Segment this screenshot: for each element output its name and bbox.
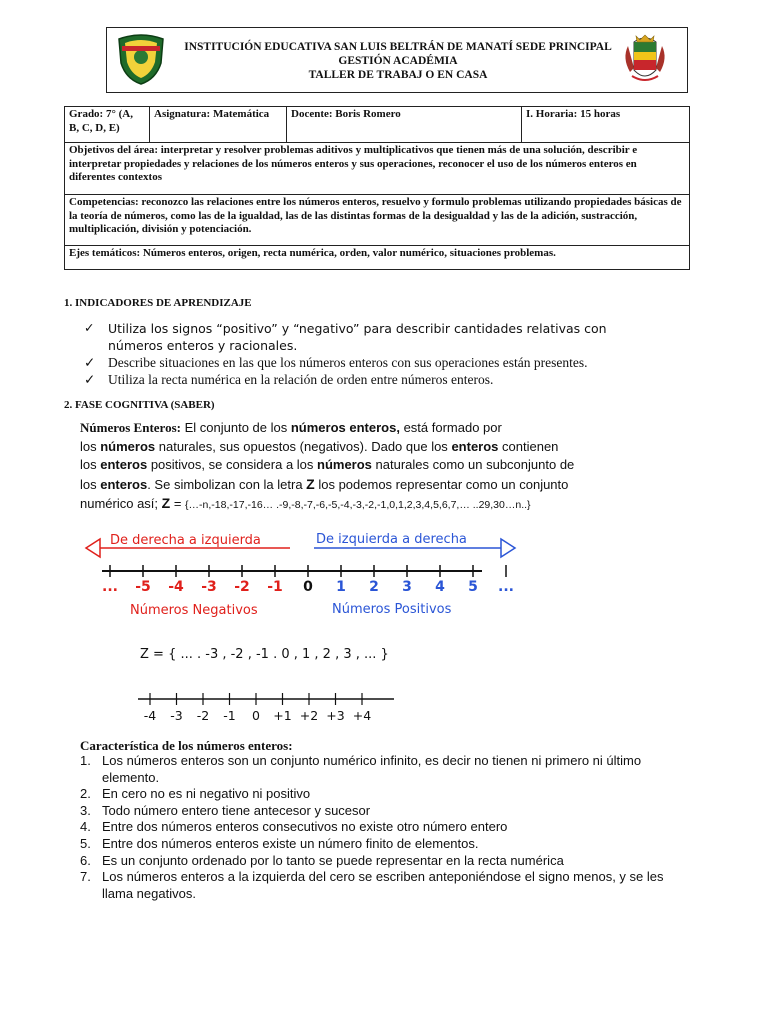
objectives-cell: Objetivos del área: interpretar y resolver problemas aditivos y multiplicativos que tienen más de una solución, describir e interpretar propiedades y relaciones de los números enteros y sus operaciones, reconocer el uso de los números enteros en diferentes contextos (65, 143, 690, 195)
integers-intro: Números Enteros: El conjunto de los números enteros, está formado por los números naturales, sus opuestos (negativos). Dado que los enteros contienen los enteros positivos, se considera a los números naturales como un subconjunto de los enteros. Se simbolizan con la letra Z los podemos representar como un conjunto numérico así; Z = {…-n,-18,-17,-16… .-9,-8,-7,-6,-5,-4,-3,-2,-1,0,1,2,3,4,5,6,7,… ..29,30…n..} (80, 420, 575, 511)
tick-label: -1 (267, 579, 283, 595)
header-title (160, 40, 636, 82)
section1-title: 1. INDICADORES DE APRENDIZAJE (64, 297, 252, 309)
list-item: 7. Los números enteros a la izquierda del cero se escriben anteponiéndose el signo menos, y se les llama negativos. (80, 869, 664, 901)
tick-label: ... (102, 579, 118, 595)
tick-label: 0 (303, 579, 313, 595)
tick-label: 0 (252, 708, 260, 723)
set-notation: Z = { ... . -3 , -2 , -1 . 0 , 1 , 2 , 3 , ... } (140, 647, 389, 662)
tick-label: -3 (170, 708, 183, 723)
tick-label: -4 (143, 708, 157, 723)
number-line-set (136, 636, 406, 726)
list-item: 6. Es un conjunto ordenado por lo tanto se puede representar en la recta numérica (80, 852, 564, 868)
tick-label: -2 (196, 708, 210, 723)
indicators-list (84, 320, 664, 388)
right-arrow-head-icon (501, 539, 515, 557)
hours-cell: I. Horaria: 15 horas (522, 107, 690, 143)
negative-label: Números Negativos (130, 603, 258, 618)
list-item: ✓ Utiliza los signos “positivo” y “negativo” para describir cantidades relativas con números enteros y racionales. (84, 321, 607, 353)
tick-label: 5 (468, 579, 478, 595)
grade-cell: Grado: 7° (A, B, C, D, E) (65, 107, 150, 143)
tick-label: -1 (223, 708, 236, 723)
integer-set: {…-n,-18,-17,-16… .-9,-8,-7,-6,-5,-4,-3,-2,-1,0,1,2,3,4,5,6,7,… ..29,30…n..} (185, 499, 531, 511)
positive-label: Números Positivos (332, 602, 452, 617)
list-item: 1. Los números enteros son un conjunto numérico infinito, es decir no tienen ni primero ni último elemento. (80, 753, 642, 785)
competences-cell: Competencias: reconozco las relaciones entre los números enteros, resuelvo y formulo problemas utilizando propiedades básicas de la teoría de números, como las de la igualdad, las de las distintas formas de la desigualdad y las de la adición, sustracción, multiplicación, división y potenciación. (65, 195, 690, 246)
institution-name: INSTITUCIÓN EDUCATIVA SAN LUIS BELTRÁN DE MANATÍ SEDE PRINCIPAL (184, 41, 612, 53)
list-item: 4. Entre dos números enteros consecutivos no existe otro número entero (80, 819, 508, 835)
teacher-cell: Docente: Boris Romero (287, 107, 522, 143)
tick-label: -2 (234, 579, 250, 595)
tick-label: 1 (336, 579, 346, 595)
list-item: 5. Entre dos números enteros existe un número finito de elementos. (80, 835, 479, 851)
list-item: ✓ Utiliza la recta numérica en la relación de orden entre números enteros. (84, 372, 494, 387)
tick-label: 3 (402, 579, 412, 595)
tick-label: -5 (135, 579, 151, 595)
info-table (64, 106, 690, 270)
left-arrow-label: De derecha a izquierda (110, 533, 261, 548)
number-line-directions (82, 520, 522, 630)
tick-label: +1 (273, 708, 292, 723)
characteristics-list (80, 753, 670, 902)
checkmark-icon: ✓ (84, 321, 95, 335)
right-arrow-label: De izquierda a derecha (316, 532, 467, 547)
characteristics-title: Característica de los números enteros: (80, 738, 293, 753)
tick-label: -4 (168, 579, 184, 595)
topics-cell: Ejes temáticos: Números enteros, origen, recta numérica, orden, valor numérico, situaciones problemas. (65, 246, 690, 270)
axis-labels (144, 708, 371, 723)
checkmark-icon: ✓ (84, 355, 96, 370)
coat-of-arms-logo (620, 32, 670, 86)
subject-cell: Asignatura: Matemática (150, 107, 287, 143)
list-item: 3. Todo número entero tiene antecesor y sucesor (80, 802, 371, 818)
axis-labels (102, 579, 514, 595)
management-name: GESTIÓN ACADÉMIA (338, 55, 458, 67)
left-arrow-head-icon (86, 539, 100, 557)
tick-label: +4 (352, 708, 372, 723)
tick-label: 2 (369, 579, 379, 595)
list-item: ✓ Describe situaciones en las que los números enteros con sus operaciones están presentes. (84, 355, 588, 370)
tick-label: 4 (435, 579, 445, 595)
section2-title: 2. FASE COGNITIVA (SABER) (64, 399, 215, 411)
checkmark-icon: ✓ (84, 372, 96, 387)
tick-label: ... (498, 579, 514, 595)
list-item: 2. En cero no es ni negativo ni positivo (80, 786, 311, 802)
tick-label: +3 (326, 708, 345, 723)
tick-label: -3 (201, 579, 217, 595)
workshop-title: TALLER DE TRABAJ O EN CASA (308, 69, 488, 81)
tick-label: +2 (299, 708, 319, 723)
school-shield-logo (116, 33, 166, 85)
